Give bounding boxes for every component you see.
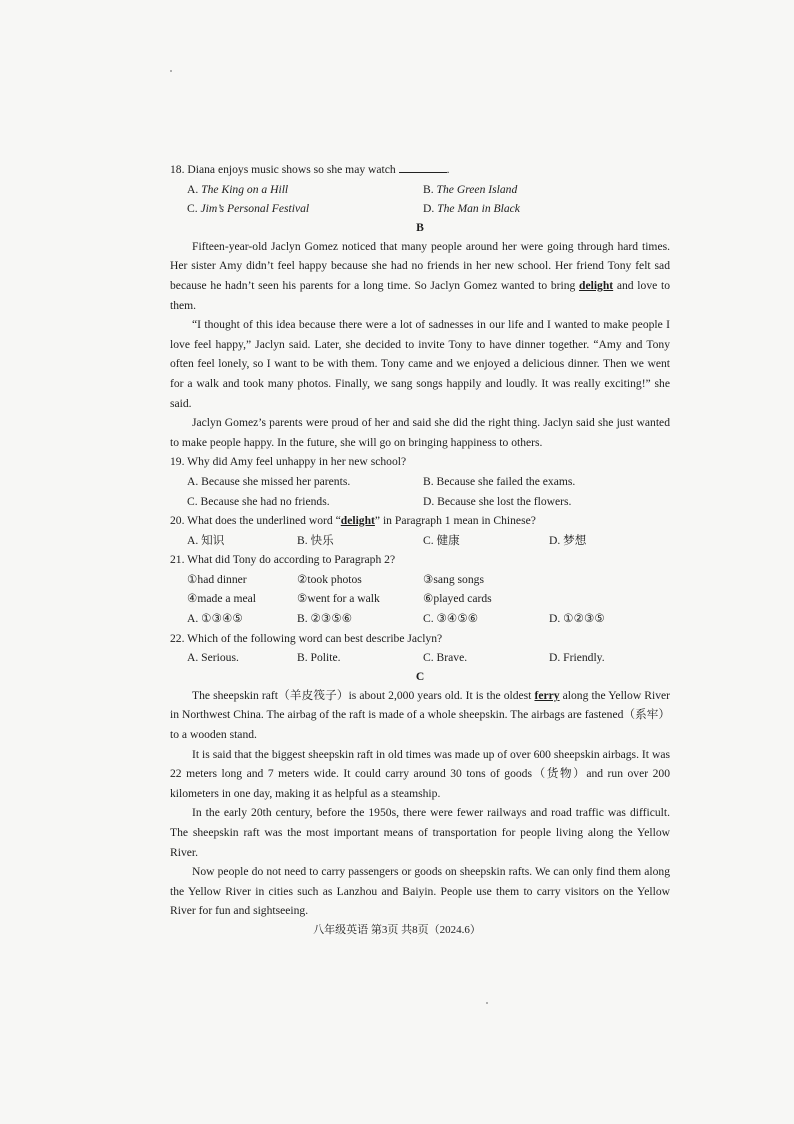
option-c: C. Jim’s Personal Festival <box>187 202 310 216</box>
option-a: A. The King on a Hill <box>187 182 289 196</box>
question-20-options <box>170 531 670 551</box>
question-19-stem: 19. Why did Amy feel unhappy in her new school? <box>170 455 407 469</box>
passage-c-paragraph-4: Now people do not need to carry passengers or goods on sheepskin rafts. We can only find them along the Yellow River in cities such as Lanzhou and Baiyin. People use them to carry visitors on the Yellow River for fun and sightseeing. <box>170 865 670 918</box>
option-b: B. The Green Island <box>423 182 518 196</box>
option-c: C. Brave. <box>423 651 468 665</box>
passage-c-paragraph-2: It is said that the biggest sheepskin raft in old times was made up of over 600 sheepskin airbags. It was 22 meters long and 7 meters wide. It could carry around 30 tons of goods（货物）and run over 200 kilometers in one day, making it as helpful as a steamship. <box>170 747 670 800</box>
option-d: D. 梦想 <box>549 533 587 547</box>
option-b: B. Polite. <box>297 651 341 665</box>
question-22-stem: 22. Which of the following word can best describe Jaclyn? <box>170 631 443 645</box>
option-c: C. Because she had no friends. <box>187 494 330 508</box>
item-4: ④made a meal <box>187 592 256 606</box>
option-a: A. Because she missed her parents. <box>187 474 351 488</box>
underlined-word: ferry <box>534 688 560 702</box>
section-b-heading: B <box>416 220 424 234</box>
item-6: ⑥played cards <box>423 592 492 606</box>
option-d: D. ①②③⑤ <box>549 612 605 626</box>
question-20-stem: 20. What does the underlined word “delight” in Paragraph 1 mean in Chinese? <box>170 514 536 528</box>
option-b: B. ②③⑤⑥ <box>297 612 353 626</box>
option-b: B. 快乐 <box>297 533 334 547</box>
item-3: ③sang songs <box>423 572 484 586</box>
passage-b-paragraph-2: “I thought of this idea because there were a lot of sadnesses in our life and I wanted to make people I love feel happy,” Jaclyn said. Later, she decided to invite Tony to have dinner together. “Amy and Tony often feel lonely, so I want to be with them. Tony came and we enjoyed a delicious dinner. Then we went for a walk and took many photos. Finally, we sang songs happily and loudly. It was really exciting!” she said. <box>170 318 670 410</box>
question-19-options <box>170 472 670 511</box>
option-c: C. ③④⑤⑥ <box>423 612 479 626</box>
passage-b-paragraph-3: Jaclyn Gomez’s parents were proud of her and said she did the right thing. Jaclyn said she just wanted to make people happy. In the future, she will go on bringing happiness to others. <box>170 416 670 449</box>
item-5: ⑤went for a walk <box>297 592 380 606</box>
option-d: D. Friendly. <box>549 651 605 665</box>
passage-c-paragraph-3: In the early 20th century, before the 1950s, there were fewer railways and road traffic was difficult. The sheepskin raft was the most important means of transportation for people living along the Yellow River. <box>170 806 670 859</box>
passage-c-paragraph-1: The sheepskin raft（羊皮筏子）is about 2,000 years old. It is the oldest ferry along the Yellow River in Northwest China. The airbag of the raft is made of a whole sheepskin. The airbags are fastened（系牢）to a wooden stand. <box>170 688 671 742</box>
option-d: D. The Man in Black <box>423 202 520 216</box>
page-footer: 八年级英语 第3页 共8页（2024.6） <box>313 924 481 936</box>
question-18-options <box>170 180 670 219</box>
answer-blank <box>399 160 447 173</box>
section-c-heading: C <box>415 669 425 683</box>
question-21-options <box>170 609 670 629</box>
option-a: A. Serious. <box>187 651 239 665</box>
option-a: A. 知识 <box>187 533 225 547</box>
question-21-items <box>170 570 670 609</box>
question-21-stem: 21. What did Tony do according to Paragraph 2? <box>170 553 396 567</box>
option-c: C. 健康 <box>423 533 460 547</box>
option-d: D. Because she lost the flowers. <box>423 494 572 508</box>
question-22-options <box>170 648 670 668</box>
exam-page <box>170 160 670 921</box>
item-1: ①had dinner <box>187 572 247 586</box>
item-2: ②took photos <box>297 572 362 586</box>
question-18-stem: 18. Diana enjoys music shows so she may watch . <box>170 160 670 180</box>
option-b: B. Because she failed the exams. <box>423 474 576 488</box>
underlined-word: delight <box>340 514 375 528</box>
underlined-word: delight <box>579 278 614 292</box>
option-a: A. ①③④⑤ <box>187 612 243 626</box>
passage-b-paragraph-1: Fifteen-year-old Jaclyn Gomez noticed that many people around her were going through hard times. Her sister Amy didn’t feel happy because she had no friends in her new school. Her friend Tony felt sad because he hadn’t seen his parents for a long time. So Jaclyn Gomez wanted to bring delight and love to them. <box>170 239 670 312</box>
